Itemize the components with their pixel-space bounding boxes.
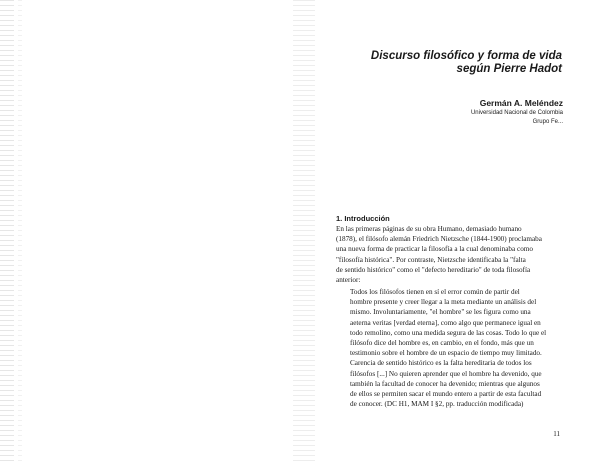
intro-paragraph: [336, 224, 562, 285]
article-title-line2: según Pierre Hadot: [456, 63, 562, 75]
quote-line: filósofos [...] No quieren aprender que el hombre ha devenido, que: [350, 369, 542, 378]
quote-line: Carencia de sentido histórico es la falta hereditaria de todos los: [350, 359, 532, 368]
author-affiliation: [471, 109, 563, 127]
quote-line: testimonio sobre el hombre de un espacio de tiempo muy limitado.: [350, 349, 542, 358]
intro-line: (1878), el filósofo alemán Friedrich Nietzsche (1844-1900) proclamaba: [336, 235, 542, 244]
intro-line: En las primeras páginas de su obra Humano, demasiado humano: [336, 225, 522, 233]
affiliation-university: Universidad Nacional de Colombia: [470, 110, 563, 116]
scan-gutter-spine: [293, 0, 315, 461]
intro-line: anterior:: [336, 276, 361, 285]
quote-line: hombre presente y creer llegar a la meta mediante un análisis del: [350, 298, 537, 307]
article-title: [350, 50, 562, 76]
quote-line: aeterna veritas [verdad eterna], como algo que permanece igual en: [350, 318, 541, 327]
quote-line: mismo. Involuntariamente, "el hombre" se les figura como una: [350, 308, 531, 317]
affiliation-group: Grupo Fe...: [532, 119, 563, 125]
article-title-line1: Discurso filosófico y forma de vida: [370, 50, 562, 62]
scan-gutter-left: [0, 0, 14, 461]
scan-gutter-left-faint: [18, 0, 22, 461]
author-name: Germán A. Meléndez: [479, 98, 563, 108]
quote-line: de conocer. (DC H1, MAM I §2, pp. traducción modificada): [350, 400, 524, 409]
quote-line: de ellos se permiten sacar el mundo entero a partir de esta facultad: [350, 390, 542, 399]
intro-line: una nueva forma de practicar la filosofía a la cual denominaba como: [336, 245, 533, 254]
intro-line: de sentido histórico" como el "defecto hereditario" de toda filosofía: [336, 265, 531, 274]
intro-line: "filosofía histórica". Por contraste, Nietzsche identificaba la "falta: [336, 255, 526, 264]
section-heading: 1. Introducción: [336, 214, 390, 223]
quote-line: filósofo dice del hombre es, en cambio, en el fondo, más que un: [350, 339, 534, 348]
quote-line: también la facultad de conocer ha devenido; mientras que algunos: [350, 379, 540, 388]
quote-line: todo remolino, como una medida segura de las cosas. Todo lo que el: [350, 328, 547, 337]
page-number: 11: [553, 430, 560, 438]
quote-paragraph: [336, 287, 562, 409]
quote-line: Todos los filósofos tienen en sí el error común de partir del: [350, 288, 520, 296]
